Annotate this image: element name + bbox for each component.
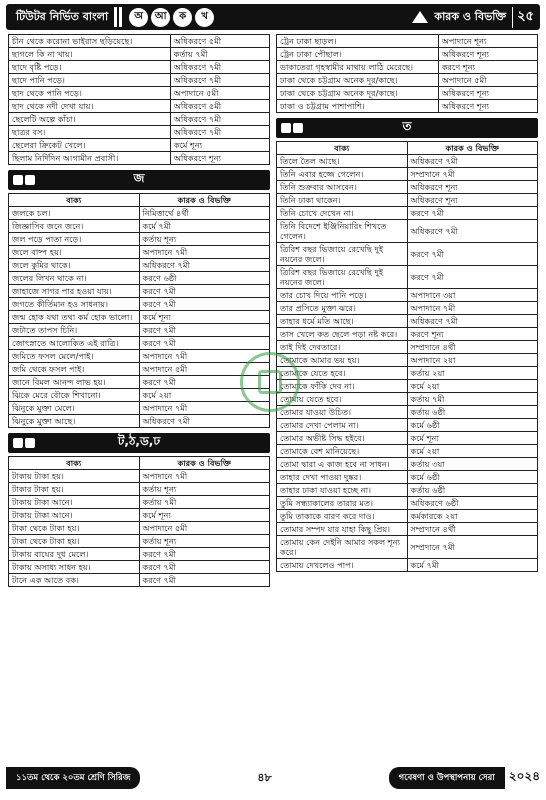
sentence-cell: ট্রেন ঢাকা ছাড়ল। [277,35,439,48]
sentence-cell: তোমায় কেন দেইনি আমার সকল শূন্য করে। [277,536,408,559]
watermark-logo-icon [240,352,300,412]
case-cell: করণে ৭মী [139,574,270,587]
case-cell: করণে ৭মী [139,298,270,311]
case-cell: অপাদানে ৩য়া [407,289,538,302]
case-cell: অপাদানে ৭মী [139,246,270,259]
left-column [8,34,270,587]
page-footer [6,767,540,789]
table-row [277,315,538,328]
sentence-cell: ছাদে বৃষ্টি পড়ে। [9,61,171,74]
case-cell: করণে ৭মী [407,243,538,266]
sentence-cell: ঝিনুকে মুক্তা মেলে। [9,402,140,415]
case-cell: কর্তায় শূন্য [139,535,270,548]
table-row [277,168,538,181]
table-row [9,496,270,509]
section-dots-icon [13,175,35,185]
case-cell: করণে ৭মী [139,337,270,350]
table-row [9,561,270,574]
table-row [9,139,270,152]
case-cell: কর্মে ২য়া [139,389,270,402]
page-header [6,4,540,30]
table-row [277,458,538,471]
case-cell: কর্তায় ৭মী [139,496,270,509]
case-cell: অপাদানে ৫মী [139,522,270,535]
case-cell: অধিকরণে শূন্য [407,181,538,194]
sentence-cell: টাকায় টাকা আনে। [9,509,140,522]
sentence-cell: জটাতে তাপস চিনি। [9,324,140,337]
column-header: কারক ও বিভক্তি [139,457,270,470]
table-row [9,100,270,113]
case-cell: করণে ৬ষ্ঠী [139,272,270,285]
table-row [9,350,270,363]
case-cell: অধিকরণে ৫মী [170,100,269,113]
sentence-cell: ঢাকা ও চট্টগ্রাম পাশাপাশি। [277,100,439,113]
case-cell: অপাদানে ৫মী [139,363,270,376]
sentence-cell: তার প্রসিতে মুক্তা ঝরে। [277,302,408,315]
case-cell: সম্প্রদানে ৭মী [407,168,538,181]
table-row [9,535,270,548]
table-row [9,259,270,272]
sentence-cell: তোমায় যেতে হবে। [277,393,408,406]
table-row [9,402,270,415]
table-row [277,100,538,113]
sentence-cell: জলে কুমির থাকে। [9,259,140,272]
sentence-cell: তাহার ধর্মে মতি আছে। [277,315,408,328]
case-cell: কর্মে ৭মী [139,220,270,233]
column-header: কারক ও বিভক্তি [407,142,538,155]
case-cell: কর্মে ৭মী [407,559,538,572]
case-cell: কর্তায় ৬ষ্ঠী [407,406,538,419]
table-row [277,220,538,243]
sentence-cell: জন্ম হোক যথা তথা কর্ম হোক ভালো। [9,311,140,324]
case-cell: অধিকরণে ৭মী [170,113,269,126]
table-row [9,220,270,233]
column-header: বাক্য [9,457,140,470]
sentence-cell: জোৎস্নাতে আলোকিত এই রাত্রি। [9,337,140,350]
table-row [277,471,538,484]
mountain-icon [412,11,428,23]
sentence-cell: ঢাকা থেকে চট্টগ্রাম অনেক দূর/কাছে। [277,87,439,100]
case-cell: অপাদানে ৫মী [438,74,537,87]
letter-chip: অ [129,8,148,27]
table-row [277,181,538,194]
case-cell: কর্মে ৬ষ্ঠী [407,419,538,432]
sentence-cell: ত্রিরিশ বছর ভিজায়ে রেখেছি দুই নয়নের জলে। [277,266,408,289]
sentence-cell: জিজ্ঞাসিব জনে জনে। [9,220,140,233]
sentence-cell: টাকা থেকে টাকা হয়। [9,535,140,548]
case-cell: কর্তায় ৭মী [407,393,538,406]
sentence-cell: তাস খেলে কত ছেলে পড়া নষ্ট করে। [277,328,408,341]
sentence-cell: জগতে কীর্তিমান হও সাধনায়। [9,298,140,311]
case-cell: অধিকরণে ৭মী [139,259,270,272]
table-row [277,74,538,87]
header-divider [114,7,117,27]
sentence-cell: জাহাজে সাগর পার হওয়া যায়। [9,285,140,298]
table-row [9,207,270,220]
table-row [277,484,538,497]
case-cell: অপাদানে ৭মী [139,470,270,483]
table-row [277,559,538,572]
page-number: ৪৮ [257,770,272,784]
table-row [9,389,270,402]
table-row [9,376,270,389]
sentence-cell: ছাদ থেকে পানি পড়ে। [9,87,171,100]
case-cell: কর্মে শূন্য [170,139,269,152]
sentence-cell: ছিলাম নির্দিদিন আগামীন প্রবাসী। [9,152,171,165]
case-cell: করণে ৭মী [139,324,270,337]
sentence-cell: তিনি বিদেশে ইঞ্জিনিয়ারিং শিখতে গেলেন। [277,220,408,243]
case-cell: কর্তায় ৩য়া [407,458,538,471]
table-row [277,393,538,406]
case-cell: সম্প্রদানে ৭মী [407,536,538,559]
header-right [412,7,540,28]
sentence-cell: তোমাকে যেতে হবে। [277,367,408,380]
sentence-cell: ছেলেটি অল্পে কাঁচা। [9,113,171,126]
case-cell: অধিকরণে শূন্য [438,48,537,61]
sentence-cell: তিনি ঢাকা থাকেন। [277,194,408,207]
sentence-cell: জমি থেকে ফসল পাই। [9,363,140,376]
section-header-jo [8,170,270,190]
sentence-cell: টাকায় টাকা হয়। [9,470,140,483]
sentence-cell: টাকার টাকা হয়। [9,483,140,496]
table-row [277,419,538,432]
footer-tagline: গবেষণা ও উপস্থাপনায় সেরা [389,767,505,789]
case-cell: অধিকরণে ৭মী [170,74,269,87]
right-column [276,34,538,572]
table-row [9,272,270,285]
table-row [9,509,270,522]
table-row [277,155,538,168]
table-row [277,289,538,302]
table-row [277,406,538,419]
sentence-cell: জলে বাষ্প হয়। [9,246,140,259]
case-cell: অধিকরণে ৭মী [407,315,538,328]
table-row [277,523,538,536]
table-row [277,497,538,510]
case-cell: কর্মে ২য়া [407,380,538,393]
case-cell: অধিকরণে ৭মী [170,61,269,74]
sentence-cell: জানে বিমল আনন্দ লাভ হয়। [9,376,140,389]
sentence-cell: ছাগলে কি না খায়। [9,48,171,61]
case-cell: অপাদানে ৭মী [139,402,270,415]
section-title: ট,ঠ,ড,ঢ [117,434,161,448]
table-row [277,48,538,61]
table-row [277,87,538,100]
section-title: ত [402,119,412,133]
table-row [277,243,538,266]
section-dots-icon [13,438,35,448]
case-cell: কর্তায় ৬ষ্ঠী [407,484,538,497]
section-header-to [8,433,270,453]
table-row [9,113,270,126]
to-table [8,456,270,587]
sentence-cell: ছেলেরা ক্রিকেট খেলে। [9,139,171,152]
table-row [277,367,538,380]
table-row [9,522,270,535]
sentence-cell: তুমি তাকাকে বারণ করে দাও। [277,510,408,523]
sentence-cell: জল পড়ে পাতা নড়ে। [9,233,140,246]
ta-table [276,141,538,572]
case-cell: করণে ৭মী [407,207,538,220]
case-cell: কর্মে শূন্য [139,311,270,324]
sentence-cell: টাকায় অসাধ্য সাধন হয়। [9,561,140,574]
case-cell: করণে শূন্য [438,61,537,74]
sentence-cell: তোমা দ্বারা এ কাজ হবে না সাধন। [277,458,408,471]
table-row [277,328,538,341]
sentence-cell: তোমাকে আমার ভয় হয়। [277,354,408,367]
table-row [9,48,270,61]
sentence-cell: তাই দিই দেবতারে। [277,341,408,354]
case-cell: অধিকরণে ৬ষ্ঠী [407,497,538,510]
case-cell: অপাদানে ৭মী [139,350,270,363]
table-row [9,35,270,48]
table-row [9,483,270,496]
case-cell: অধিকরণে শূন্য [438,87,537,100]
case-cell: অপাদানে ২য়া [407,354,538,367]
footer-brand: ২০২৪ [508,769,540,783]
table-row [9,324,270,337]
table-row [277,35,538,48]
table-row [9,152,270,165]
case-cell: কর্তায় শূন্য [139,233,270,246]
case-cell: অধিকরণে ৫মী [170,35,269,48]
case-cell: কর্মে ৬ষ্ঠী [407,471,538,484]
sentence-cell: তাহার ঢাকা যাওয়া হচ্ছে না। [277,484,408,497]
brand-title: টিউটর নির্ভিত বাংলা [16,9,109,23]
sentence-cell: তোমাকে ফাঁকি দেব না। [277,380,408,393]
chapter-title: কারক ও বিভক্তি [434,9,507,23]
case-cell: নিমিত্তার্থে ৪র্থী [139,207,270,220]
case-cell: অপাদানে শূন্য [438,35,537,48]
case-cell: করণে ৭মী [407,266,538,289]
table-row [9,548,270,561]
table-row [277,536,538,559]
sentence-cell: তাহার দেখা পাওয়া দুষ্কর। [277,471,408,484]
table-row [277,341,538,354]
table-row [9,415,270,428]
sentence-cell: ত্রিরিশ বছর ভিজায়ে রেখেছি দুই নয়নের জলে। [277,243,408,266]
table-row [9,337,270,350]
sentence-cell: টানে এক আতে বক। [9,574,140,587]
case-cell: কর্তায় ৭মী [170,48,269,61]
sentence-cell: তার চোখ দিয়ে পানি পড়ে। [277,289,408,302]
case-cell: কর্মকারকে ২য়া [407,510,538,523]
case-cell: করণে ৭মী [139,376,270,389]
case-cell: অধিকরণে ৭মী [407,155,538,168]
sentence-cell: তুমি সন্ধ্যাকালের তারার মত। [277,497,408,510]
case-cell: সম্প্রদানে ৪র্থী [407,523,538,536]
sentence-cell: তোমার দেখা পেলাম না। [277,419,408,432]
letter-chip: ক [173,8,192,27]
table-row [9,574,270,587]
column-header: কারক ও বিভক্তি [139,194,270,207]
sentence-cell: তোমার অভীষ্ট সিদ্ধ হইবে। [277,432,408,445]
case-cell: অধিকরণে শূন্য [170,152,269,165]
case-cell: অধিকরণে ৭মী [170,126,269,139]
left-top-table [8,34,270,165]
table-row [277,302,538,315]
case-cell: করণে ৭মী [139,548,270,561]
table-row [9,126,270,139]
table-row [277,445,538,458]
column-header: বাক্য [277,142,408,155]
sentence-cell: ডাকাতেরা গৃহস্বামীর মাথায় লাঠি মেরেছে। [277,61,439,74]
table-row [9,298,270,311]
letter-chips [129,8,214,27]
sentence-cell: তোমাকে বেশ মানিয়েছে। [277,445,408,458]
sentence-cell: চীন থেকে করোনা ভাইরাস ছড়িয়েছে। [9,35,171,48]
sentence-cell: ট্রেন ঢাকা পৌছাল। [277,48,439,61]
case-cell: অপাদানে ৫মী [170,87,269,100]
sentence-cell: ছাদ থেকে নদী দেখা যায়। [9,100,171,113]
sentence-cell: জলকে চল। [9,207,140,220]
case-cell: সম্প্রদানে ৪র্থী [407,341,538,354]
section-title: জ [133,171,145,185]
table-row [277,266,538,289]
sentence-cell: তিনি এবার হজ্জে গেলেন। [277,168,408,181]
table-row [277,194,538,207]
table-row [9,246,270,259]
table-row [9,61,270,74]
sentence-cell: তোমার যাওয়া উচিত। [277,406,408,419]
letter-chip: খ [195,8,214,27]
case-cell: কর্তায় ২য়া [407,367,538,380]
jo-table [8,193,270,428]
case-cell: করণে ৭মী [139,285,270,298]
sentence-cell: ঝিনুকে মুক্তা আছে। [9,415,140,428]
table-row [9,363,270,376]
case-cell: অপাদানে ৭মী [407,302,538,315]
sentence-cell: তোমায় দেখলেও পাপ। [277,559,408,572]
section-dots-icon [281,123,303,133]
table-row [9,233,270,246]
sentence-cell: ছাত্রর বস। [9,126,171,139]
sentence-cell: তিনি চোখে দেখেন না। [277,207,408,220]
chapter-badge: ২৫ [512,7,534,28]
table-row [277,510,538,523]
case-cell: অধিকরণে শূন্য [438,100,537,113]
table-row [277,354,538,367]
table-row [9,285,270,298]
sentence-cell: জমিতে ফসল মেলে/পাই। [9,350,140,363]
case-cell: করণে ৭মী [139,561,270,574]
section-header-ta [276,118,538,138]
table-row [277,432,538,445]
sentence-cell: তিনি শুক্রবার আসবেন। [277,181,408,194]
letter-chip: আ [151,8,170,27]
sentence-cell: টাকায় টাকা আনে। [9,496,140,509]
sentence-cell: জলের লিখন থাকে না। [9,272,140,285]
case-cell: কর্মে শূন্য [407,432,538,445]
sentence-cell: ঢাকা থেকে চট্টগ্রাম অনেক দূর/কাছে। [277,74,439,87]
table-row [9,470,270,483]
case-cell: অধিকরণে শূন্য [407,194,538,207]
case-cell: অধিকরণে ৭মী [407,220,538,243]
table-row [277,207,538,220]
sentence-cell: তিলে তৈল আছে। [277,155,408,168]
table-row [9,87,270,100]
table-row [9,74,270,87]
right-top-table [276,34,538,113]
case-cell: কর্তায় শূন্য [139,483,270,496]
sentence-cell: ছাদে পানি পড়ে। [9,74,171,87]
sentence-cell: তোমার সম্পদ যার যাহা কিছু প্রিয়। [277,523,408,536]
case-cell: কর্মে শূন্য [139,509,270,522]
table-row [9,311,270,324]
sentence-cell: ঝিকে মেরে বৌকে শিখানো। [9,389,140,402]
column-header: বাক্য [9,194,140,207]
sentence-cell: টাকা থেকে টাকা হয়। [9,522,140,535]
table-row [277,61,538,74]
sentence-cell: টাকায় বাঘের দুধ মেলে। [9,548,140,561]
case-cell: অধিকরণে ৭মী [139,415,270,428]
table-row [277,380,538,393]
case-cell: কর্মে ২য়া [407,445,538,458]
case-cell: করণে শূন্য [407,328,538,341]
footer-series: ১১তম থেকে ২০তম শ্রেণি সিরিজ [6,767,140,789]
